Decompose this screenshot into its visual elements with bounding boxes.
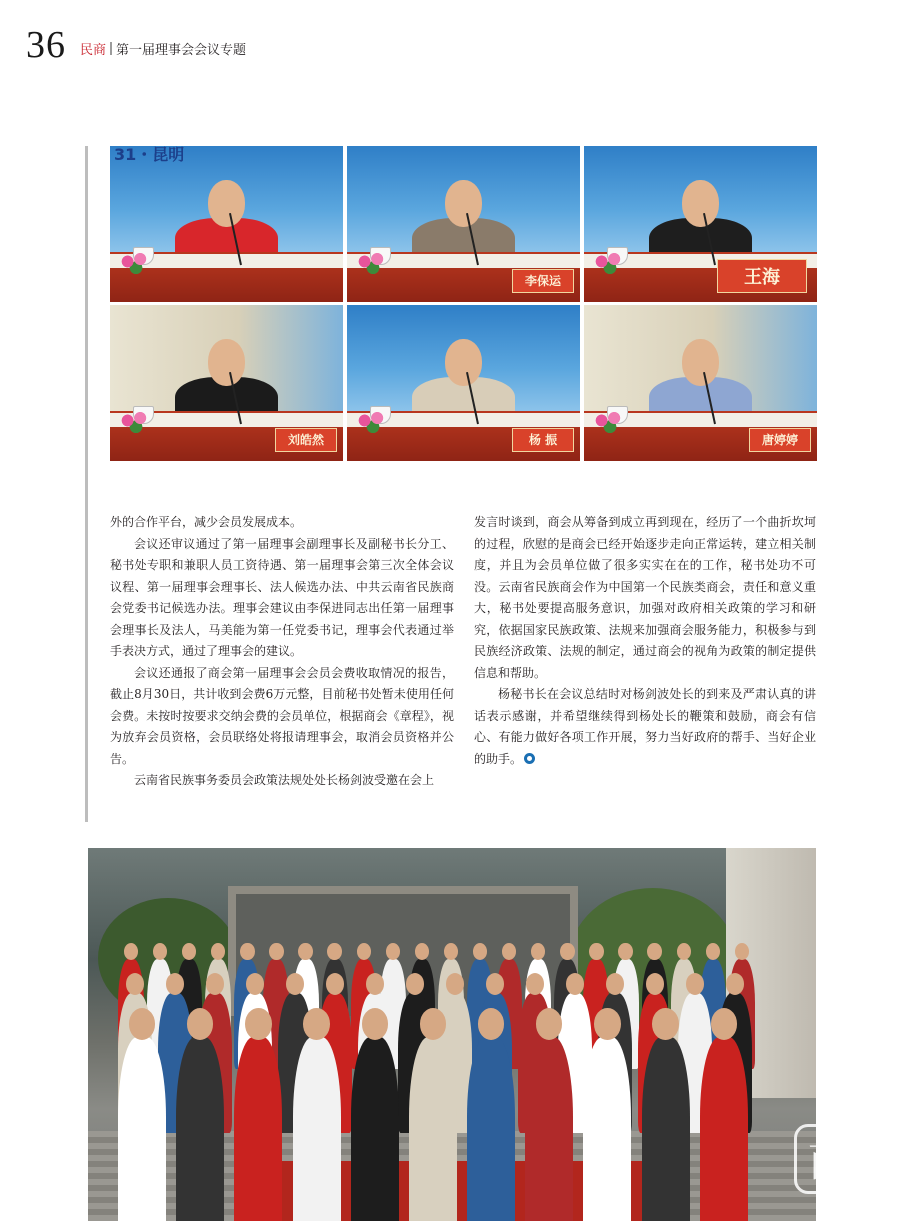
page-header: [26, 24, 246, 64]
person-face: [589, 943, 603, 960]
person-figure: [700, 1037, 748, 1221]
speaker-photo: [347, 146, 580, 302]
person-face: [357, 943, 371, 960]
person-face: [711, 1008, 737, 1040]
person-figure: [467, 1037, 515, 1221]
person-face: [129, 1008, 155, 1040]
paragraph: 发言时谈到，商会从筹备到成立再到现在，经历了一个曲折坎坷的过程，欣慰的是商会已经开始逐步走向正常运转，建立相关制度，并且为会员单位做了很多实实在在的工作，秘书处功不可没。云南省民族商会作为中国第一个民族类商会，责任和意义重大，秘书处要提高服务意识，加强对政府相关政策的学习和研究，依据国家民族政策、法规来加强商会服务能力，积极参与到民族经济政策、法规的制定，通过商会的视角为政策的制定提供信息和帮助。: [474, 515, 816, 680]
person-face: [478, 1008, 504, 1040]
person-figure: [176, 1037, 224, 1221]
person-figure: [642, 1037, 690, 1221]
person-face: [240, 943, 254, 960]
person-face: [647, 943, 661, 960]
person-face: [735, 943, 749, 960]
paragraph: 外的合作平台，减少会员发展成本。: [110, 515, 303, 529]
magazine-watermark-logo: 商: [794, 1124, 864, 1194]
speaker-nameplate: 刘皓然: [275, 428, 337, 452]
left-margin-rule: [85, 146, 88, 822]
person-face: [652, 1008, 678, 1040]
header-separator: [110, 42, 112, 55]
person-face: [187, 1008, 213, 1040]
person-face: [362, 1008, 388, 1040]
person-face: [386, 943, 400, 960]
running-head: [80, 39, 246, 64]
speaker-photo: [110, 305, 343, 461]
person-figure: [525, 1037, 573, 1221]
paragraph: [474, 684, 816, 770]
person-face: [327, 943, 341, 960]
person-face: [420, 1008, 446, 1040]
paragraph-text: 杨秘书长在会议总结时对杨剑波处长的到来及严肃认真的讲话表示感谢，并希望继续得到杨处长的鞭策和鼓励，商会有信心、有能力做好各项工作开展，努力当好政府的帮手、当好企业的助手。: [474, 687, 816, 766]
person-face: [303, 1008, 329, 1040]
speaker-nameplate: 王海: [717, 259, 807, 293]
article-column-left: [110, 512, 454, 792]
speaker-photo: [584, 146, 817, 302]
speaker-nameplate: 李保运: [512, 269, 574, 293]
person-face: [618, 943, 632, 960]
person-face: [298, 943, 312, 960]
paragraph: 会议还审议通过了第一届理事会副理事长及副秘书长分工、秘书处专职和兼职人员工资待遇、第一届理事会第三次全体会议议程、第一届理事会理事长、法人候选办法、中共云南省民族商会党委书记候选办法。理事会建议由李保进同志出任第一届理事会理事长及法人，马美能为第一任党委书记，理事会代表通过举手表决方式，通过了理事会的建议。: [110, 536, 454, 658]
backdrop-banner-text: 31・昆明: [114, 146, 185, 164]
end-of-article-icon: [524, 753, 535, 764]
person-figure: [583, 1037, 631, 1221]
speaker-nameplate: 杨 振: [512, 428, 574, 452]
section-title: 第一届理事会会议专题: [116, 43, 247, 58]
person-figure: [409, 1037, 457, 1221]
page-number: 36: [26, 24, 66, 66]
person-face: [536, 1008, 562, 1040]
paragraph: 会议还通报了商会第一届理事会会员会费收取情况的报告，截止8月30日，共计收到会费6万元整，目前秘书处暂未使用任何会费。未按时按要求交纳会费的会员单位，根据商会《章程》，视为放弃会员资格，会员联络处将报请理事会，取消会员资格并公告。: [110, 665, 454, 766]
person-face: [677, 943, 691, 960]
person-face: [560, 943, 574, 960]
person-face: [594, 1008, 620, 1040]
person-face: [269, 943, 283, 960]
speaker-photo: [584, 305, 817, 461]
person-figure: [234, 1037, 282, 1221]
person-face: [245, 1008, 271, 1040]
speaker-nameplate: 唐婷婷: [749, 428, 811, 452]
article-column-right: [474, 512, 816, 770]
person-face: [706, 943, 720, 960]
speaker-photo: [110, 146, 343, 302]
paragraph: 云南省民族事务委员会政策法规处处长杨剑波受邀在会上: [134, 773, 435, 787]
magazine-name: 民商: [80, 43, 107, 58]
group-photo: [88, 848, 816, 1221]
person-face: [415, 943, 429, 960]
person-figure: [118, 1037, 166, 1221]
speaker-photo: [347, 305, 580, 461]
person-figure: [293, 1037, 341, 1221]
person-figure: [351, 1037, 399, 1221]
